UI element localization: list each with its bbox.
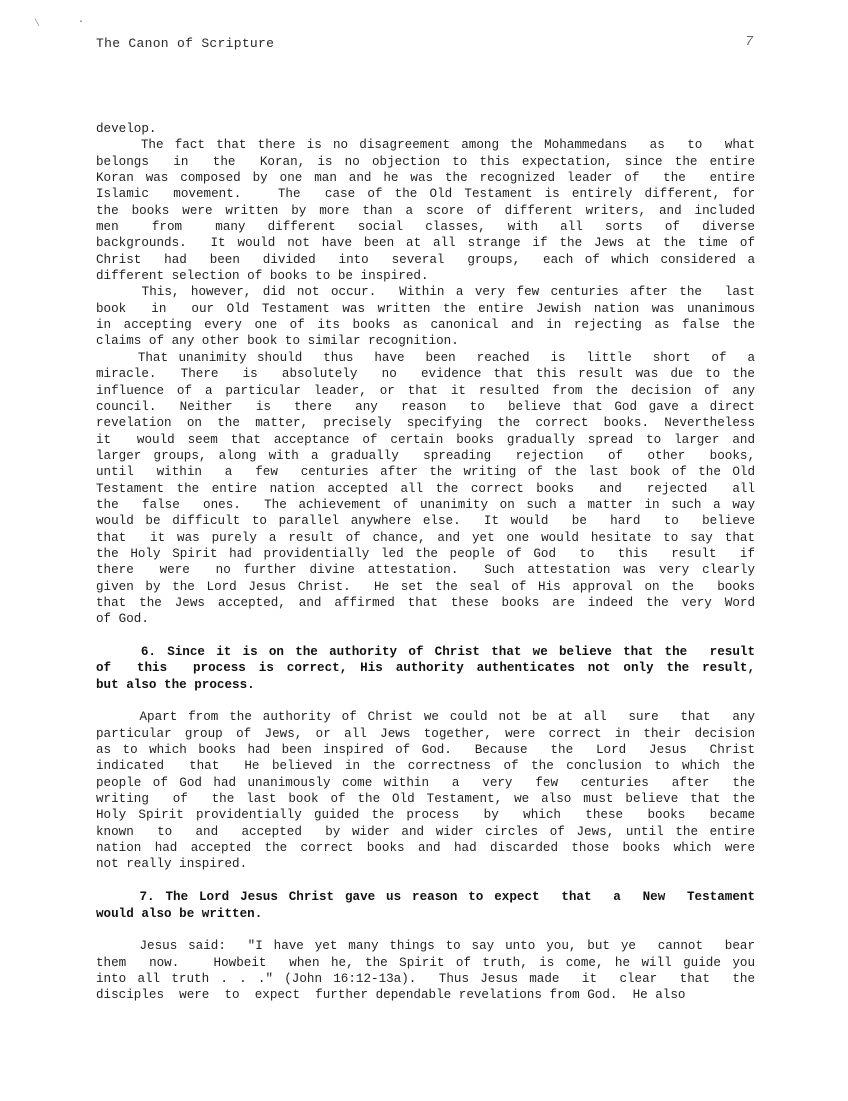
- text-line: Testament the entire nation accepted all the correct books and rejected all: [96, 481, 755, 496]
- text-line: 6. Since it is on the authority of Christ that we believe that the result: [96, 645, 755, 659]
- paragraph-gap: [96, 922, 755, 938]
- text-line: The fact that there is no disagreement among the Mohammedans as to what: [96, 138, 755, 153]
- paragraph: [96, 350, 755, 628]
- text-line: Apart from the authority of Christ we could not be at all sure that any: [96, 710, 755, 725]
- text-line: claims of any other book to similar recognition.: [96, 334, 459, 349]
- page-number: 7: [745, 34, 754, 50]
- paragraph: [96, 121, 755, 137]
- text-line: influence of a particular leader, or that it resulted from the decision of any: [96, 383, 755, 398]
- text-line: That unanimity should thus have been reached is little short of a: [96, 350, 755, 365]
- text-line: revelation on the matter, precisely specifying the correct books. Nevertheless: [96, 416, 755, 431]
- paragraph-gap: [96, 628, 755, 644]
- text-line: into all truth . . ." (John 16:12-13a). Thus Jesus made it clear that the: [96, 971, 755, 986]
- text-line: in accepting every one of its books as canonical and in rejecting as false the: [96, 318, 755, 333]
- text-line: of God.: [96, 612, 149, 627]
- text-line: of this process is correct, His authority authenticates not only the result,: [96, 661, 755, 676]
- document-body: [96, 121, 755, 1004]
- text-line: Islamic movement. The case of the Old Testament is entirely different, for: [96, 187, 755, 202]
- text-line: the Holy Spirit had providentially led the people of God to this result if: [96, 546, 755, 561]
- text-line: larger groups, along with a gradually spreading rejection of other books,: [96, 448, 755, 463]
- text-line: that it was purely a result of chance, and yet one would hesitate to say that: [96, 530, 755, 545]
- text-line: develop.: [96, 122, 157, 136]
- text-line: book in our Old Testament was written the entire Jewish nation was unanimous: [96, 301, 755, 316]
- text-line: nation had accepted the correct books and had discarded those books which were: [96, 841, 755, 856]
- text-line: council. Neither is there any reason to believe that God gave a direct: [96, 399, 755, 414]
- text-line: different selection of books to be inspired.: [96, 269, 429, 284]
- text-line: the books were written by more than a score of different writers, and included: [96, 203, 755, 218]
- text-line: there were no further divine attestation. Such attestation was very clearly: [96, 563, 755, 578]
- section-heading-6: [96, 644, 755, 693]
- scan-speck: \: [34, 19, 41, 30]
- paragraph-gap: [96, 873, 755, 889]
- text-line: writing of the last book of the Old Testament, we also must believe that the: [96, 792, 755, 807]
- text-line: that the Jews accepted, and affirmed that these books are indeed the very Word: [96, 595, 755, 610]
- text-line: 7. The Lord Jesus Christ gave us reason to expect that a New Testament: [96, 890, 755, 905]
- text-line: the false ones. The achievement of unanimity on such a matter in such a way: [96, 497, 755, 512]
- text-line: This, however, did not occur. Within a very few centuries after the last: [96, 285, 755, 300]
- text-line: them now. Howbeit when he, the Spirit of truth, is come, he will guide you: [96, 955, 755, 970]
- text-line: Holy Spirit providentially guided the process by which these books became: [96, 808, 755, 823]
- text-line: would also be written.: [96, 906, 263, 921]
- text-line: indicated that He believed in the correctness of the conclusion to which the: [96, 759, 755, 774]
- text-line: not really inspired.: [96, 857, 248, 872]
- text-line: people of God had unanimously come within a very few centuries after the: [96, 775, 755, 790]
- paragraph-gap: [96, 693, 755, 709]
- paragraph: [96, 938, 755, 1003]
- text-line: disciples were to expect further dependable revelations from God. He also: [96, 988, 686, 1003]
- text-line: it would seem that acceptance of certain books gradually spread to larger and: [96, 432, 755, 447]
- text-line: backgrounds. It would not have been at all strange if the Jews at the time of: [96, 236, 755, 251]
- running-title: The Canon of Scripture: [96, 36, 275, 51]
- text-line: would be difficult to parallel anywhere else. It would be hard to believe: [96, 514, 755, 529]
- text-line: as to which books had been inspired of God. Because the Lord Jesus Christ: [96, 743, 755, 758]
- paragraph: [96, 137, 755, 284]
- paragraph: [96, 709, 755, 872]
- text-line: particular group of Jews, or all Jews together, were correct in their decision: [96, 726, 755, 741]
- text-line: miracle. There is absolutely no evidence that this result was due to the: [96, 367, 755, 382]
- text-line: known to and accepted by wider and wider circles of Jews, until the entire: [96, 824, 755, 839]
- text-line: Jesus said: "I have yet many things to say unto you, but ye cannot bear: [96, 939, 755, 954]
- text-line: Koran was composed by one man and he was the recognized leader of the entire: [96, 171, 755, 186]
- text-line: belongs in the Koran, is no objection to this expectation, since the entire: [96, 154, 755, 169]
- paragraph: [96, 284, 755, 349]
- text-line: men from many different social classes, with all sorts of diverse: [96, 220, 755, 235]
- text-line: Christ had been divided into several groups, each of which considered a: [96, 252, 755, 267]
- text-line: given by the Lord Jesus Christ. He set the seal of His approval on the books: [96, 579, 755, 594]
- scan-speck: ·: [78, 17, 85, 28]
- text-line: but also the process.: [96, 677, 255, 692]
- text-line: until within a few centuries after the writing of the last book of the Old: [96, 465, 755, 480]
- section-heading-7: [96, 889, 755, 922]
